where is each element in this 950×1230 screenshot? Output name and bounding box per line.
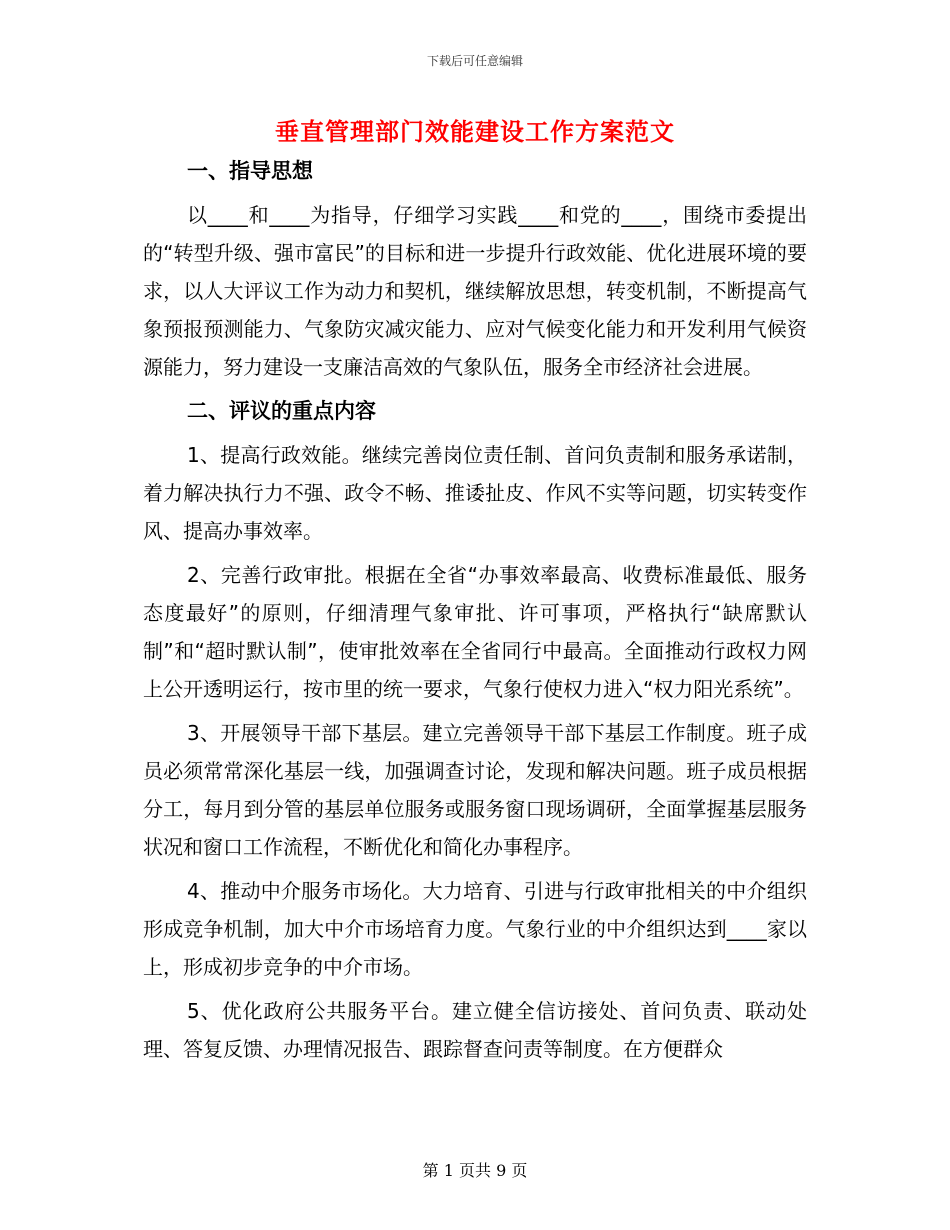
paragraph-item-1: 1、提高行政效能。继续完善岗位责任制、首问负责制和服务承诺制，着力解决执行力不强、政令不畅、推诿扯皮、作风不实等问题，切实转变作风、提高办事效率。 [143,443,807,543]
page-number: 第 1 页共 9 页 [422,1161,528,1180]
section-heading-key-content: 二、评议的重点内容 [187,399,376,423]
header-note: 下载后可任意编辑 [426,54,523,68]
paragraph-guiding-thought: 以____和____为指导，仔细学习实践____和党的____，围绕市委提出的“转型升级、强市富民”的目标和进一步提升行政效能、优化进展环境的要求，以人大评议工作为动力和契机，继续解放思想，转变机制，不断提高气象预报预测能力、气象防灾减灾能力、应对气候变化能力和开发利用气候资源能力，努力建设一支廉洁高效的气象队伍，服务全市经济社会进展。 [143,203,807,379]
document-title: 垂直管理部门效能建设工作方案范文 [275,118,675,146]
document-body [143,152,807,1074]
paragraph-item-5: 5、优化政府公共服务平台。建立健全信访接处、首问负责、联动处理、答复反馈、办理情况报告、跟踪督查问责等制度。在方便群众 [143,999,807,1061]
paragraph-item-4: 4、推动中介服务市场化。大力培育、引进与行政审批相关的中介组织形成竞争机制，加大中介市场培育力度。气象行业的中介组织达到____家以上，形成初步竞争的中介市场。 [143,879,807,979]
section-heading-guiding-thought: 一、指导思想 [187,159,313,183]
paragraph-item-2: 2、完善行政审批。根据在全省“办事效率最高、收费标准最低、服务态度最好”的原则，仔细清理气象审批、许可事项，严格执行“缺席默认制”和“超时默认制”，使审批效率在全省同行中最高。全面推动行政权力网上公开透明运行，按市里的统一要求，气象行使权力进入“权力阳光系统”。 [143,563,807,701]
paragraph-item-3: 3、开展领导干部下基层。建立完善领导干部下基层工作制度。班子成员必须常常深化基层一线，加强调查讨论，发现和解决问题。班子成员根据分工，每月到分管的基层单位服务或服务窗口现场调研，全面掌握基层服务状况和窗口工作流程，不断优化和简化办事程序。 [143,721,807,859]
